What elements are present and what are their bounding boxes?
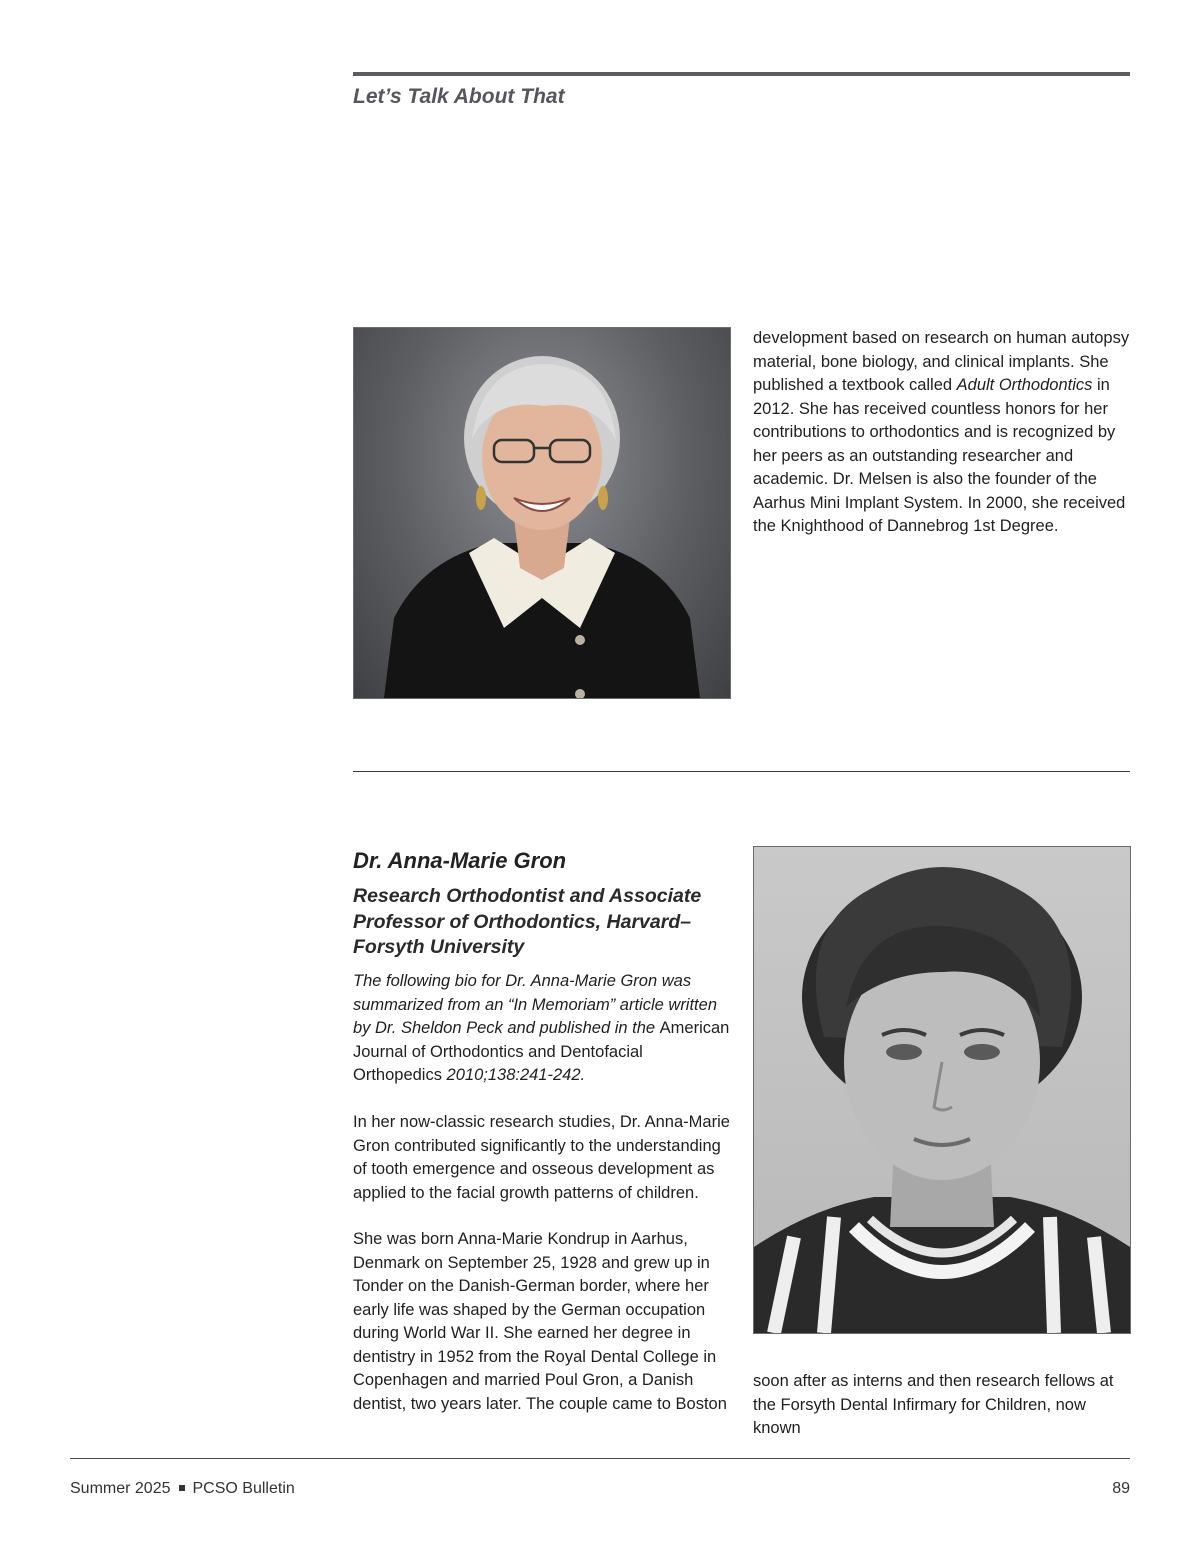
journal-name: American Journal of Orthodontics and Dentofacial Orthopedics [353,1019,730,1084]
profile-name: Dr. Anna-Marie Gron [353,848,567,873]
bio-paragraph-research: In her now-classic research studies, Dr. Anna-Marie Gron contributed significantly to the understanding of tooth emergence and osseous development as applied to the facial growth patterns of children. [353,1113,730,1202]
footer-rule [70,1458,1130,1459]
portrait-photo-icon [754,847,1130,1333]
intro-note-text: The following bio for Dr. Anna-Marie Gron was summarized from an “In Memoriam” article written by Dr. Sheldon Peck and published in the [353,972,717,1037]
bio-paragraph-early-life: She was born Anna-Marie Kondrup in Aarhus, Denmark on September 25, 1928 and grew up in Tonder on the Danish-German border, where her early life was shaped by the German occupation during World War II. She earned her degree in dentistry in 1952 from the Royal Dental College in Copenhagen and married Poul Gron, a Danish dentist, two years later. The couple came to Boston [353,1230,727,1413]
journal-citation: 2010;138:241-242. [441,1066,586,1084]
section-title: Let’s Talk About That [353,85,565,108]
header-rule [353,72,1130,76]
portrait-photo-icon [354,328,730,698]
footer-issue-date: Summer 2025 [70,1480,171,1497]
footer-issue [70,1480,295,1498]
profile-role: Research Orthodontist and Associate Professor of Orthodontics, Harvard–Forsyth University [353,885,702,958]
bio-paragraph-continued: soon after as interns and then research fellows at the Forsyth Dental Infirmary for Children, now known [753,1372,1114,1437]
square-bullet-icon [179,1485,185,1491]
portrait-photo-melsen [353,327,731,699]
intro-note [353,970,733,1088]
melsen-bio-paragraph [753,327,1133,539]
page-number: 89 [1112,1480,1130,1497]
portrait-photo-gron [753,846,1131,1334]
melsen-bio-text-1: development based on research on human autopsy material, bone biology, and clinical implants. She published a textbook called [753,329,1130,394]
footer-publication: PCSO Bulletin [192,1480,295,1497]
melsen-bio-text-2: in 2012. She has received countless honors for her contributions to orthodontics and is recognized by her peers as an outstanding researcher and academic. Dr. Melsen is also the founder of the Aarhus Mini Implant System. In 2000, she received the Knighthood of Dannebrog 1st Degree. [753,376,1126,535]
book-title: Adult Orthodontics [956,376,1093,394]
section-divider [353,771,1130,772]
